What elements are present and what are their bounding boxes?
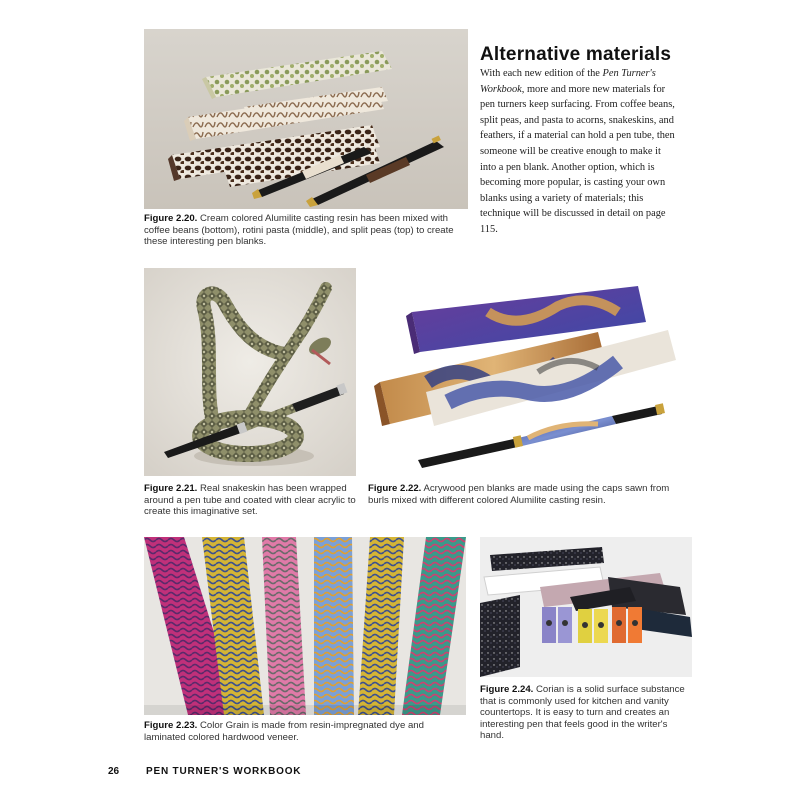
figure-2-24-photo xyxy=(480,537,692,677)
running-footer-title: PEN TURNER'S WORKBOOK xyxy=(146,766,302,777)
figure-caption-text: Acrywood pen blanks are made using the caps sawn from burls mixed with different colored Alumilite casting resin. xyxy=(368,483,670,506)
figure-2-22-photo xyxy=(368,282,688,474)
figure-2-24-caption xyxy=(480,684,692,742)
body-text-part: With each new edition of the xyxy=(480,68,603,79)
page-number: 26 xyxy=(108,766,120,777)
figure-caption-text: Corian is a solid surface substance that is commonly used for kitchen and vanity countertops. It is easy to turn and creates an interesting pen that feels good in the writer's hand. xyxy=(480,684,685,742)
figure-label: Figure 2.20. xyxy=(144,213,198,224)
figure-label: Figure 2.23. xyxy=(144,720,198,731)
figure-caption-text: Color Grain is made from resin-impregnated dye and laminated colored hardwood veneer. xyxy=(144,720,424,743)
figure-2-23-caption xyxy=(144,720,466,743)
section-heading: Alternative materials xyxy=(480,44,672,65)
figure-caption-text: Real snakeskin has been wrapped around a pen tube and coated with clear acrylic to create this imaginative set. xyxy=(144,483,356,518)
body-text-part: , more and more new materials for pen turners keep surfacing. From coffee beans, split peas, and pasta to acorns, snakeskins, and feathers, if a material can hold a pen tube, then someone will be creative enough to make it into a pen blank. Another option, which is becoming more popular, is casting your own blanks using a variety of materials; this technique will be discussed in detail on page 115. xyxy=(480,83,675,235)
figure-label: Figure 2.21. xyxy=(144,483,198,494)
book-title-reference: Pen Turner's Workbook xyxy=(480,68,656,95)
figure-label: Figure 2.24. xyxy=(480,684,534,695)
figure-label: Figure 2.22. xyxy=(368,483,422,494)
figure-2-21-photo xyxy=(144,268,356,476)
figure-2-20-caption xyxy=(144,213,466,248)
figure-2-23-photo xyxy=(144,537,466,715)
section-body xyxy=(480,66,676,238)
figure-2-21-caption xyxy=(144,483,356,518)
figure-2-20-photo xyxy=(144,29,468,209)
figure-caption-text: Cream colored Alumilite casting resin has been mixed with coffee beans (bottom), rotini pasta (middle), and split peas (top) to create these interesting pen blanks. xyxy=(144,213,454,248)
figure-2-22-caption xyxy=(368,483,686,506)
